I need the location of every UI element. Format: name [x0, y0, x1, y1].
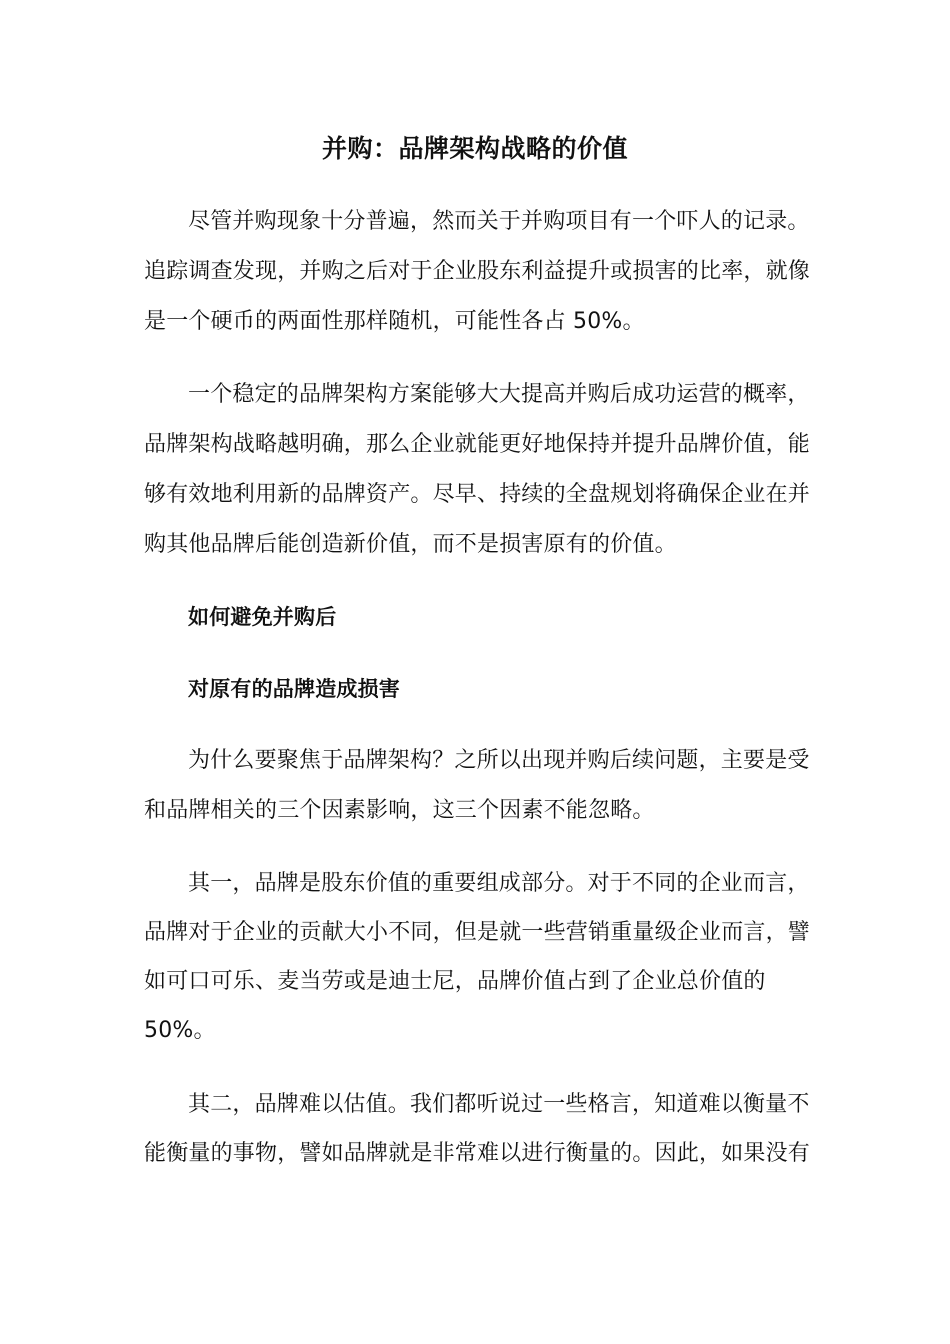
paragraph-1-line-2: 追踪调查发现，并购之后对于企业股东利益提升或损害的比率，就像 — [144, 259, 811, 284]
paragraph-2-line-2: 品牌架构战略越明确，那么企业就能更好地保持并提升品牌价值，能 — [144, 432, 811, 457]
paragraph-2-line-4: 购其他品牌后能创造新价值，而不是损害原有的价值。 — [144, 532, 677, 557]
paragraph-4-line-1: 其一，品牌是股东价值的重要组成部分。对于不同的企业而言， — [188, 871, 810, 896]
paragraph-1-line-1: 尽管并购现象十分普遍，然而关于并购项目有一个吓人的记录。 — [188, 209, 810, 234]
paragraph-3-line-1: 为什么要聚焦于品牌架构？之所以出现并购后续问题，主要是受 — [188, 748, 810, 773]
paragraph-5-line-1: 其二，品牌难以估值。我们都听说过一些格言，知道难以衡量不 — [188, 1092, 810, 1117]
paragraph-2-line-3: 够有效地利用新的品牌资产。尽早、持续的全盘规划将确保企业在并 — [144, 482, 811, 507]
paragraph-4-line-2: 品牌对于企业的贡献大小不同，但是就一些营销重量级企业而言，譬 — [144, 920, 811, 945]
paragraph-3-line-2: 和品牌相关的三个因素影响，这三个因素不能忽略。 — [144, 798, 655, 823]
paragraph-1-line-3: 是一个硬币的两面性那样随机，可能性各占 50%。 — [144, 309, 645, 334]
document-title: 并购：品牌架构战略的价值 — [321, 134, 628, 163]
paragraph-4-line-3: 如可口可乐、麦当劳或是迪士尼，品牌价值占到了企业总价值的 — [144, 969, 766, 994]
paragraph-4-line-4: 50%。 — [144, 1018, 216, 1043]
section-heading-line-1: 如何避免并购后 — [188, 605, 337, 629]
paragraph-2-line-1: 一个稳定的品牌架构方案能够大大提高并购后成功运营的概率， — [188, 382, 810, 407]
section-heading-line-2: 对原有的品牌造成损害 — [188, 677, 400, 701]
paragraph-5-line-2: 能衡量的事物，譬如品牌就是非常难以进行衡量的。因此，如果没有 — [144, 1141, 811, 1166]
